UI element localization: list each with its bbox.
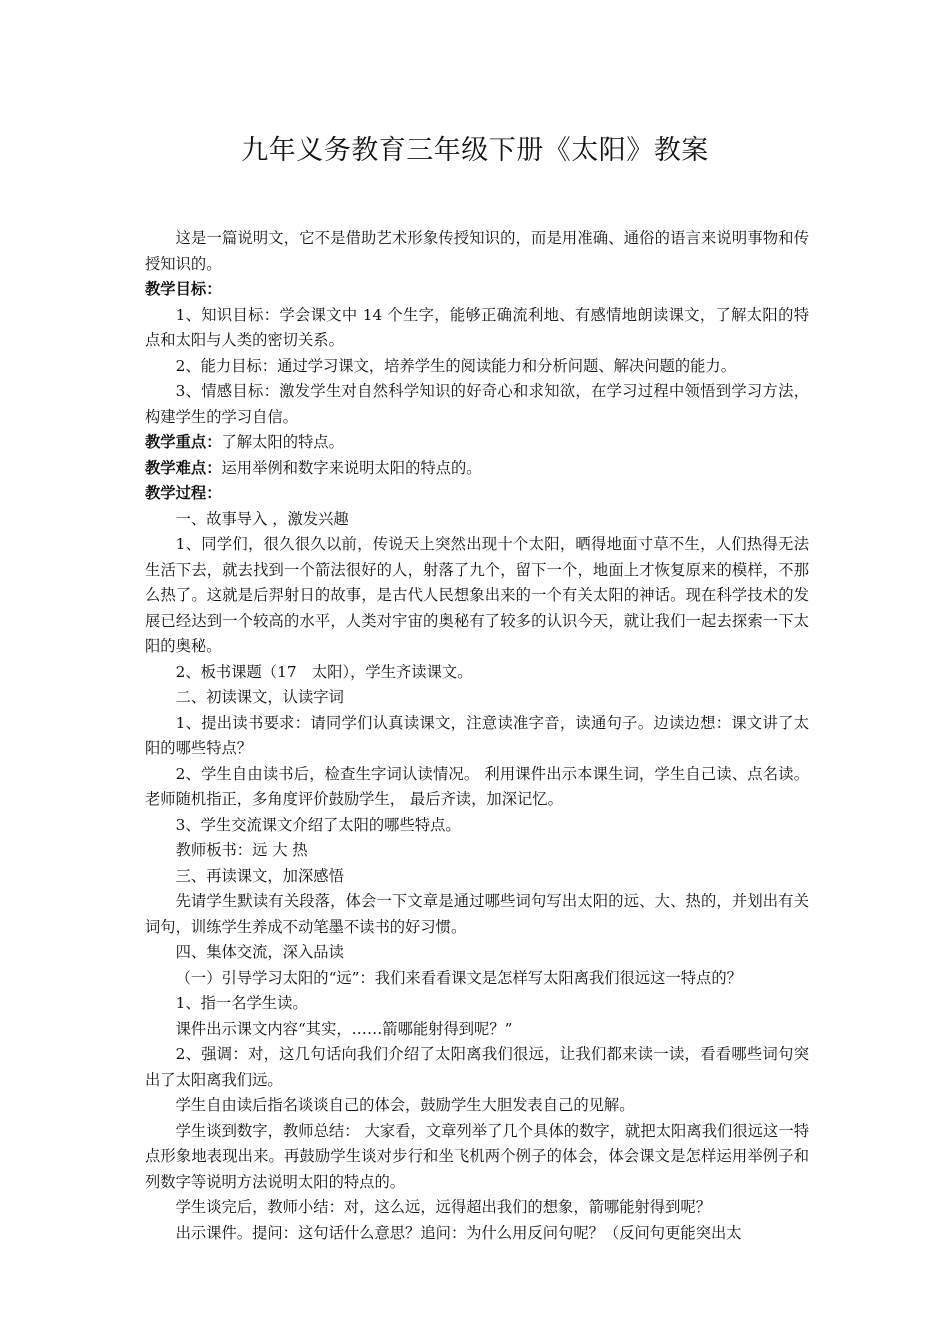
process-paragraph: 课件出示课文内容“其实，……箭哪能射得到呢？” xyxy=(175,1019,513,1038)
process-paragraph: （一）引导学习太阳的“远”：我们来看看课文是怎样写太阳离我们很远这一特点的？ xyxy=(175,968,742,987)
document-title: 九年义务教育三年级下册《太阳》教案 xyxy=(241,135,709,166)
goal-item: 3、情感目标：激发学生对自然科学知识的好奇心和求知欲，在学习过程中领悟到学习方法，构建学生的学习自信。 xyxy=(145,382,809,426)
process-paragraph: 3、学生交流课文介绍了太阳的哪些特点。 xyxy=(175,815,461,834)
process-paragraph: 学生谈到数字，教师总结： 大家看，文章列举了几个具体的数字，就把太阳离我们很远这一特点形象地表现出来。再鼓励学生谈对步行和坐飞机两个例子的体会，体会课文是怎样运用举例子和列数字等说明方法说明太阳的特点的。 xyxy=(145,1121,809,1191)
process-paragraph: 出示课件。提问：这句话什么意思？追问：为什么用反问句呢？（反问句更能突出太 xyxy=(175,1223,742,1242)
process-paragraph: 三、再读课文，加深感悟 xyxy=(175,866,344,885)
difficulty-line xyxy=(145,456,809,482)
process-paragraph: 二、初读课文，认读字词 xyxy=(175,688,344,706)
process-paragraph: 2、学生自由读书后，检查生字词认读情况。 利用课件出示本课生词，学生自己读、点名读。老师随机指正，多角度评价鼓励学生， 最后齐读，加深记忆。 xyxy=(145,764,809,808)
difficulty-label: 教学难点： xyxy=(145,458,222,477)
difficulty-text: 运用举例和数字来说明太阳的特点的。 xyxy=(221,458,482,477)
document-body xyxy=(145,226,809,1246)
process-paragraph: 一、故事导入 ，激发兴趣 xyxy=(175,509,349,528)
goals-heading: 教学目标： xyxy=(145,280,222,298)
process-paragraph: 学生谈完后，教师小结：对，这么远，远得超出我们的想象，箭哪能射得到呢？ xyxy=(175,1198,711,1216)
process-paragraph: 先请学生默读有关段落，体会一下文章是通过哪些词句写出太阳的远、大、热的，并划出有关词句，训练学生养成不动笔墨不读书的好习惯。 xyxy=(145,892,809,936)
goal-item: 1、知识目标：学会课文中 14 个生字，能够正确流利地、有感情地朗读课文，了解太阳的特点和太阳与人类的密切关系。 xyxy=(145,305,809,349)
process-paragraph: 四、集体交流，深入品读 xyxy=(175,943,344,961)
key-point-label: 教学重点： xyxy=(145,433,222,451)
process-paragraph: 1、同学们，很久很久以前，传说天上突然出现十个太阳，晒得地面寸草不生，人们热得无法生活下去，就去找到一个箭法很好的人，射落了九个，留下一个，地面上才恢复原来的模样，不那么热了。这就是后羿射日的故事，是古代人民想象出来的一个有关太阳的神话。现在科学技术的发展已经达到一个较高的水平，人类对宇宙的奥秘有了较多的认识今天，就让我们一起去探索一下太阳的奥秘。 xyxy=(145,535,809,655)
process-paragraph: 2、强调：对，这几句话向我们介绍了太阳离我们很远，让我们都来读一读，看看哪些词句突出了太阳离我们远。 xyxy=(145,1045,809,1089)
process-paragraph: 1、指一名学生读。 xyxy=(175,994,308,1012)
process-paragraph: 教师板书：远 大 热 xyxy=(175,841,308,859)
process-paragraph: 1、提出读书要求：请同学们认真读课文，注意读准字音，读通句子。边读边想：课文讲了太阳的哪些特点？ xyxy=(145,713,809,757)
intro-paragraph: 这是一篇说明文，它不是借助艺术形象传授知识的，而是用准确、通俗的语言来说明事物和传授知识的。 xyxy=(145,229,809,273)
process-heading: 教学过程： xyxy=(145,484,222,502)
key-point-text: 了解太阳的特点。 xyxy=(221,433,344,451)
key-point-line xyxy=(145,430,809,456)
process-paragraph: 2、板书课题（17 太阳），学生齐读课文。 xyxy=(175,662,473,681)
goal-item: 2、能力目标：通过学习课文，培养学生的阅读能力和分析问题、解决问题的能力。 xyxy=(175,356,737,375)
process-paragraph: 学生自由读后指名谈谈自己的体会，鼓励学生大胆发表自己的见解。 xyxy=(175,1096,635,1114)
